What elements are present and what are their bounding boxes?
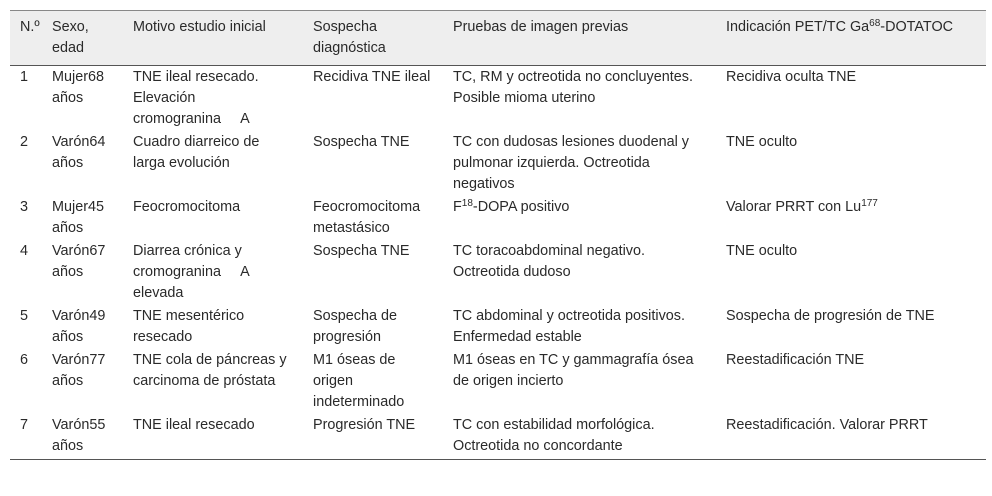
table-row [10, 131, 986, 196]
cell-suspicion: Sospecha de progresión [313, 308, 398, 345]
cell-imaging: TC con dudosas lesiones duodenal y pulmonar izquierda. Octreotida negativos [453, 134, 689, 192]
cell-suspicion: M1 óseas de origen indeterminado [313, 352, 405, 410]
table-header [10, 11, 986, 66]
cell-num: 2 [20, 134, 29, 150]
header-indication-text: Indicación PET/TC Ga [726, 19, 870, 35]
header-imaging: Pruebas de imagen previas [443, 11, 716, 66]
table-row [10, 196, 986, 240]
cell-reason: Feocromocitoma [133, 199, 241, 215]
cell-sex-age: Mujer68 años [52, 69, 104, 106]
cell-sex-age: Varón67 años [52, 243, 106, 280]
cell-reason: Diarrea crónica y cromogranina A elevada [133, 243, 249, 301]
cell-indication [716, 196, 986, 240]
cell-imaging [443, 196, 716, 240]
header-suspicion: Sospecha diagnóstica [303, 11, 443, 66]
cell-imaging: TC con estabilidad morfológica. Octreotida no concordante [443, 414, 716, 460]
cell-indication: Sospecha de progresión de TNE [726, 308, 935, 324]
cell-num: 7 [10, 414, 42, 460]
cell-num: 1 [20, 69, 29, 85]
patients-table [10, 10, 986, 460]
cell-indication: Reestadificación TNE [726, 352, 865, 368]
cell-sex-age: Varón77 años [52, 352, 106, 389]
cell-indication-text: Valorar PRRT con Lu [726, 199, 862, 215]
header-indication [716, 11, 986, 66]
cell-num: 3 [20, 199, 29, 215]
header-indication-sup: 68 [869, 18, 881, 29]
cell-reason: TNE ileal resecado. Elevación cromogranina A [133, 69, 259, 127]
table-row [10, 66, 986, 132]
cell-reason: TNE ileal resecado [123, 414, 303, 460]
cell-indication: Reestadificación. Valorar PRRT [716, 414, 986, 460]
cell-num: 4 [20, 243, 29, 259]
cell-suspicion: Progresión TNE [303, 414, 443, 460]
header-reason: Motivo estudio inicial [123, 11, 303, 66]
cell-indication: TNE oculto [726, 134, 798, 150]
header-num: N.º [10, 11, 42, 66]
cell-suspicion: Recidiva TNE ileal [313, 69, 431, 85]
header-indication-suffix: -DOTATOC [880, 19, 954, 35]
cell-reason: Cuadro diarreico de larga evolución [133, 134, 260, 171]
table-row [10, 305, 986, 349]
cell-imaging: TC abdominal y octreotida positivos. Enfermedad estable [453, 308, 685, 345]
table-row [10, 349, 986, 414]
header-sex-age: Sexo, edad [42, 11, 123, 66]
cell-indication: Recidiva oculta TNE [726, 69, 857, 85]
cell-imaging: TC toracoabdominal negativo. Octreotida dudoso [453, 243, 645, 280]
cell-reason: TNE mesentérico resecado [133, 308, 245, 345]
cell-imaging-text: F [453, 199, 462, 215]
cell-indication: TNE oculto [726, 243, 798, 259]
cell-suspicion: Feocromocitoma metastásico [313, 199, 421, 236]
cell-sex-age: Varón49 años [52, 308, 106, 345]
cell-imaging: M1 óseas en TC y gammagrafía ósea de origen incierto [453, 352, 694, 389]
cell-imaging-sup: 18 [461, 198, 473, 209]
cell-suspicion: Sospecha TNE [313, 243, 410, 259]
table-row [10, 240, 986, 305]
cell-sex-age: Varón55 años [42, 414, 123, 460]
table-container [10, 10, 986, 460]
cell-imaging: TC, RM y octreotida no concluyentes. Posible mioma uterino [453, 69, 693, 106]
cell-suspicion: Sospecha TNE [313, 134, 410, 150]
cell-sex-age: Varón64 años [52, 134, 106, 171]
header-row [10, 11, 986, 66]
cell-imaging-suffix: -DOPA positivo [472, 199, 570, 215]
cell-reason: TNE cola de páncreas y carcinoma de próstata [133, 352, 287, 389]
cell-num: 6 [20, 352, 29, 368]
table-body [10, 66, 986, 460]
table-row [10, 414, 986, 460]
cell-indication-sup: 177 [861, 198, 878, 209]
cell-num: 5 [20, 308, 29, 324]
cell-sex-age: Mujer45 años [52, 199, 104, 236]
